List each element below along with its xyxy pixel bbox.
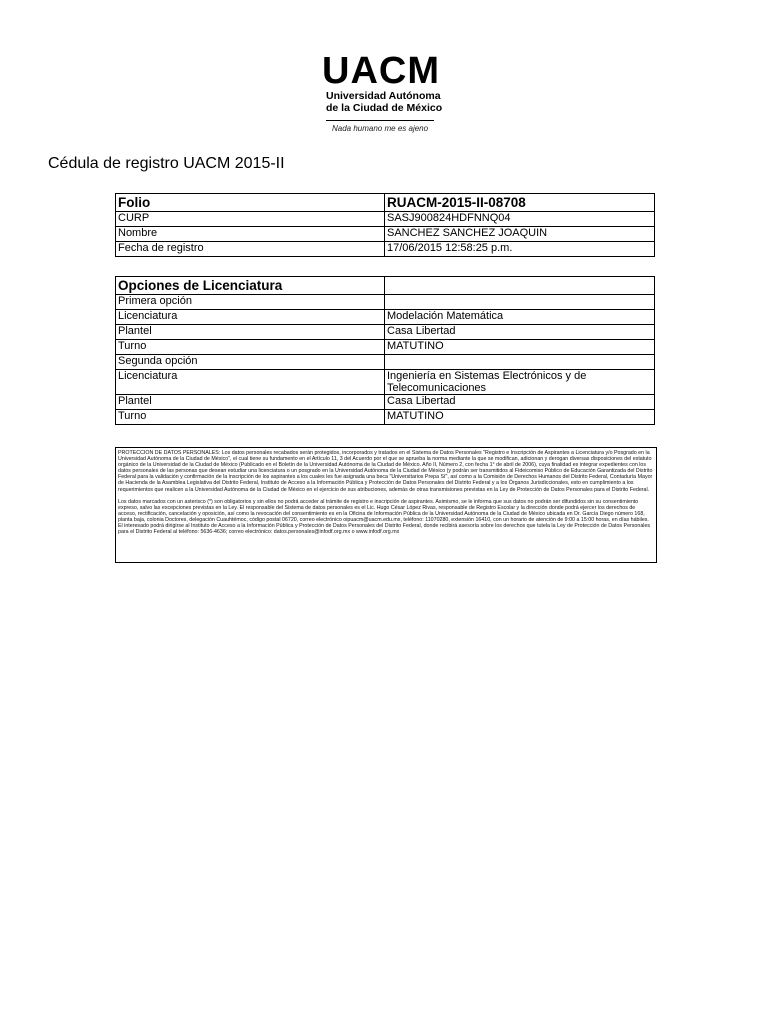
privacy-paragraph-2: Los datos marcados con un asterisco (*) son obligatorios y sin ellos no podrá acceder al trámite de registro e inscripción de aspirantes. Asimismo, se le informa que sus datos no podrán ser difundidos sin su consentimiento expreso, salvo las excepciones previstas en la Ley. El responsable del Sistema de datos personales es el Lic. Hugo César López Rivas, responsable de Registro Escolar y la dirección donde podrá ejercer los derechos de acceso, rectificación, cancelación y oposición, así como la revocación del consentimiento es en la Oficina de Información Pública de la Universidad Autónoma de la Ciudad de México ubicada en Dr. García Diego número 168, planta baja, colonia Doctores, delegación Cuauhtémoc, código postal 06720, correo electrónico oipuacm@uacm.edu.mx, teléfono: 11070280, extensión 16410, con un horario de atención de 9:00 a 15:00 horas, en días hábiles. El interesado podrá dirigirse al Instituto de Acceso a la Información Pública y Protección de Datos Personales del Distrito Federal, donde recibirá asesoría sobre los derechos que tutela la Ley de Protección de Datos Personales para el Distrito Federal al teléfono: 5636-4636; correo electrónico: datos.personales@infodf.org.mx o www.infodf.org.mx	[118, 498, 651, 536]
table-row	[116, 395, 655, 410]
table-row	[116, 370, 655, 395]
licenciatura-1-value: Modelación Matemática	[385, 310, 655, 325]
privacy-notice	[115, 447, 657, 563]
registration-table	[115, 193, 655, 257]
logo-line-2: de la Ciudad de México	[326, 102, 443, 114]
turno-1-label: Turno	[116, 340, 385, 355]
plantel-1-value: Casa Libertad	[385, 325, 655, 340]
second-option-value	[385, 355, 655, 370]
curp-label: CURP	[116, 212, 385, 227]
curp-value: SASJ900824HDFNNQ04	[385, 212, 655, 227]
table-row	[116, 310, 655, 325]
plantel-1-label: Plantel	[116, 325, 385, 340]
folio-value: RUACM-2015-II-08708	[385, 194, 655, 212]
logo-line-1: Universidad Autónoma	[326, 90, 441, 102]
licenciatura-2-label: Licenciatura	[116, 370, 385, 395]
logo-divider	[326, 120, 434, 121]
table-row	[116, 340, 655, 355]
first-option-value	[385, 295, 655, 310]
nombre-label: Nombre	[116, 227, 385, 242]
second-option-label: Segunda opción	[116, 355, 385, 370]
nombre-value: SANCHEZ SANCHEZ JOAQUIN	[385, 227, 655, 242]
turno-2-value: MATUTINO	[385, 410, 655, 425]
fecha-value: 17/06/2015 12:58:25 p.m.	[385, 242, 655, 257]
licenciatura-2-value: Ingeniería en Sistemas Electrónicos y de Telecomunicaciones	[385, 370, 655, 395]
table-row	[116, 295, 655, 310]
fecha-label: Fecha de registro	[116, 242, 385, 257]
table-row	[116, 355, 655, 370]
table-row	[116, 277, 655, 295]
uacm-logo	[318, 52, 458, 133]
licenciatura-1-label: Licenciatura	[116, 310, 385, 325]
logo-tagline: Nada humano me es ajeno	[332, 124, 429, 133]
table-row	[116, 194, 655, 212]
table-row	[116, 227, 655, 242]
turno-1-value: MATUTINO	[385, 340, 655, 355]
options-table	[115, 276, 655, 425]
page-title: Cédula de registro UACM 2015-II	[48, 155, 285, 172]
table-row	[116, 212, 655, 227]
table-row	[116, 325, 655, 340]
folio-label: Folio	[116, 194, 385, 212]
turno-2-label: Turno	[116, 410, 385, 425]
table-row	[116, 242, 655, 257]
first-option-label: Primera opción	[116, 295, 385, 310]
plantel-2-label: Plantel	[116, 395, 385, 410]
privacy-paragraph-1: PROTECCION DE DATOS PERSONALES: Los datos personales recabados serán protegidos, incorporados y tratados en el Sistema de Datos Personales "Registro e Inscripción de Aspirantes a Licenciatura y/o Posgrado en la Universidad Autónoma de la Ciudad de México", el cual tiene su fundamento en el Artículo 11, 3 del Acuerdo por el que se aprueba la norma mediante la que se modifican, adicionan y derogan diversas disposiciones del estatuto orgánico de la Universidad de la Ciudad de México (Publicado en el Boletín de la Universidad Autónoma de la Ciudad de México. Año II, Número 2, con fecha 1° de abril de 2006), cuya finalidad es integrar expedientes con los datos personales de las personas que desean estudiar una licenciatura o un posgrado en la Universidad Autónoma de la Ciudad de México (y podrán ser transmitidos al Fideicomiso Público de Educación Garantizada del Distrito Federal para la validación y confirmación de la inscripción de los aspirantes a los cuales les fue asignada una beca "Universitarios Prepa Sí", así como a la Comisión de Derechos Humanos del Distrito Federal, Contaduría Mayor de Hacienda de la Asamblea Legislativa del Distrito Federal, Instituto de Acceso a la Información Pública y Protección de Datos Personales del Distrito Federal y a los Órganos Jurisdiccionales, esto en cumplimiento a los requerimientos que realicen a la Universidad Autónoma de la Ciudad de México en el ejercicio de sus atribuciones, además de otras transmisiones previstas en la Ley de Protección de Datos Personales para el Distrito Federal.	[118, 450, 653, 493]
table-row	[116, 410, 655, 425]
plantel-2-value: Casa Libertad	[385, 395, 655, 410]
options-header: Opciones de Licenciatura	[116, 277, 385, 295]
options-header-blank	[385, 277, 655, 295]
logo-wordmark: UACM	[322, 50, 440, 92]
